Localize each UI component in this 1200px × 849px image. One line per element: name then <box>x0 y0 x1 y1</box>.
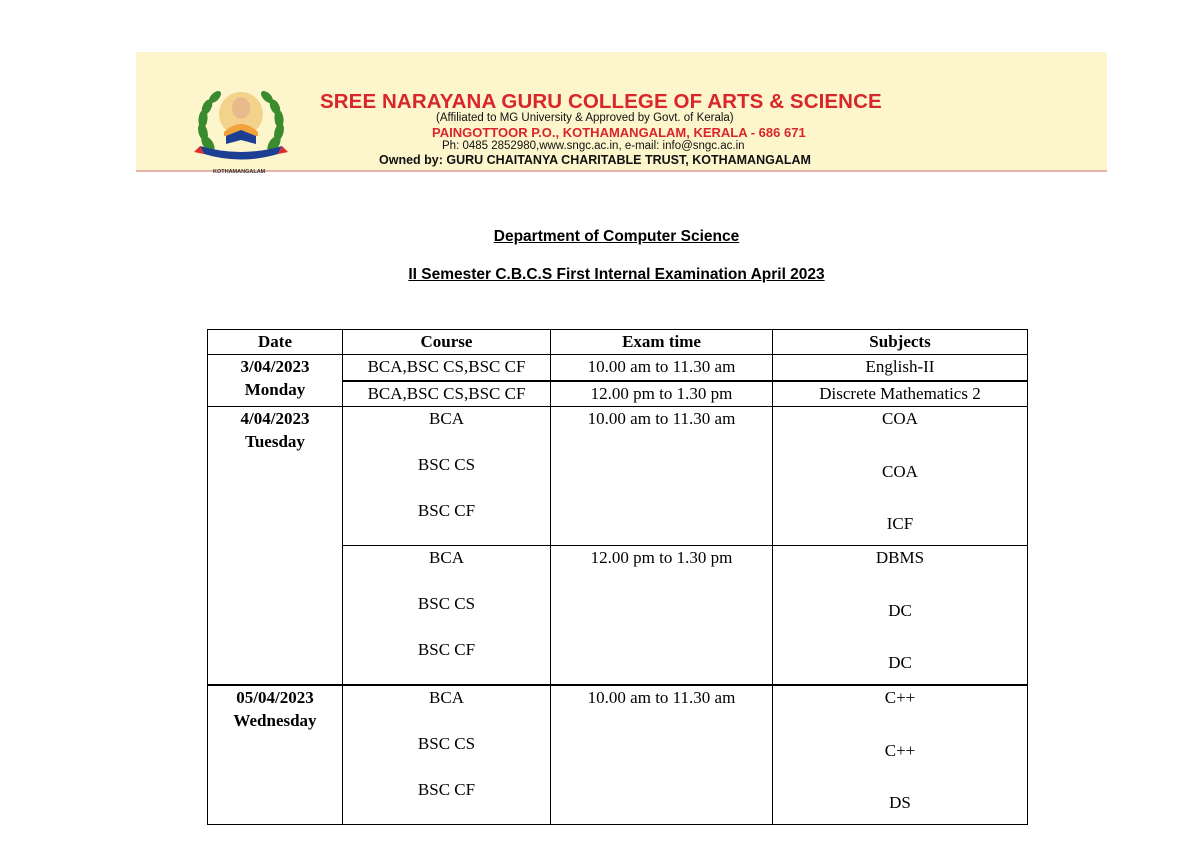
course-item: BSC CS <box>417 594 476 613</box>
course-cell <box>343 685 551 825</box>
subject-item: DBMS <box>875 548 925 567</box>
time-cell: 12.00 pm to 1.30 pm <box>551 381 773 407</box>
table-row <box>208 685 1028 825</box>
course-item: BSC CS <box>417 455 476 474</box>
subject-cell <box>773 685 1028 825</box>
course-cell: BCA,BSC CS,BSC CF <box>343 381 551 407</box>
exam-weekday: Monday <box>244 380 306 399</box>
course-item: BCA <box>429 688 464 707</box>
exam-weekday: Tuesday <box>245 432 305 451</box>
subject-item: C++ <box>884 741 916 760</box>
exam-weekday: Wednesday <box>233 711 317 730</box>
time-cell: 10.00 am to 11.30 am <box>551 685 773 825</box>
course-item: BSC CF <box>417 640 476 659</box>
table-header-row <box>208 330 1028 355</box>
department-heading: Department of Computer Science <box>493 228 740 245</box>
subject-item: ICF <box>886 514 914 533</box>
date-cell <box>208 685 343 825</box>
subject-item: C++ <box>884 688 916 707</box>
course-item: BCA <box>429 548 464 567</box>
exam-title: II Semester C.B.C.S First Internal Examination April 2023 <box>408 266 825 283</box>
column-header-subjects: Subjects <box>773 330 1028 355</box>
subject-item: COA <box>882 462 918 481</box>
affiliation-text: (Affiliated to MG University & Approved by Govt. of Kerala) <box>436 112 734 124</box>
course-item: BSC CF <box>417 780 476 799</box>
subject-item: DS <box>889 793 911 812</box>
college-letterhead <box>136 52 1107 175</box>
subject-cell: English-II <box>773 355 1028 381</box>
column-header-exam-time: Exam time <box>551 330 773 355</box>
subject-item: DC <box>888 653 912 672</box>
college-logo-icon <box>186 86 296 166</box>
date-cell <box>208 355 343 407</box>
college-name: SREE NARAYANA GURU COLLEGE OF ARTS & SCIENCE <box>320 90 882 113</box>
subject-cell <box>773 407 1028 546</box>
subject-item: COA <box>882 409 918 428</box>
exam-date: 4/04/2023 <box>240 409 310 428</box>
date-cell <box>208 407 343 686</box>
time-cell: 10.00 am to 11.30 am <box>551 407 773 546</box>
course-cell: BCA,BSC CS,BSC CF <box>343 355 551 381</box>
exam-date: 05/04/2023 <box>236 688 314 707</box>
subject-cell: Discrete Mathematics 2 <box>773 381 1028 407</box>
contact-info: Ph: 0485 2852980,www.sngc.ac.in, e-mail: info@sngc.ac.in <box>442 140 745 152</box>
college-address: PAINGOTTOOR P.O., KOTHAMANGALAM, KERALA - 686 671 <box>432 125 806 140</box>
course-cell <box>343 407 551 546</box>
course-item: BSC CS <box>417 734 476 753</box>
table-row <box>208 407 1028 546</box>
logo-caption: KOTHAMANGALAM <box>213 169 266 175</box>
time-cell: 10.00 am to 11.30 am <box>551 355 773 381</box>
course-item: BCA <box>429 409 464 428</box>
column-header-course: Course <box>343 330 551 355</box>
subject-item: DC <box>888 601 912 620</box>
column-header-date: Date <box>208 330 343 355</box>
course-item: BSC CF <box>417 501 476 520</box>
exam-timetable <box>207 329 1028 825</box>
time-cell: 12.00 pm to 1.30 pm <box>551 546 773 686</box>
table-row <box>208 355 1028 381</box>
subject-cell <box>773 546 1028 686</box>
exam-date: 3/04/2023 <box>240 357 310 376</box>
course-cell <box>343 546 551 686</box>
owned-by-text: Owned by: GURU CHAITANYA CHARITABLE TRUST, KOTHAMANGALAM <box>379 153 811 167</box>
